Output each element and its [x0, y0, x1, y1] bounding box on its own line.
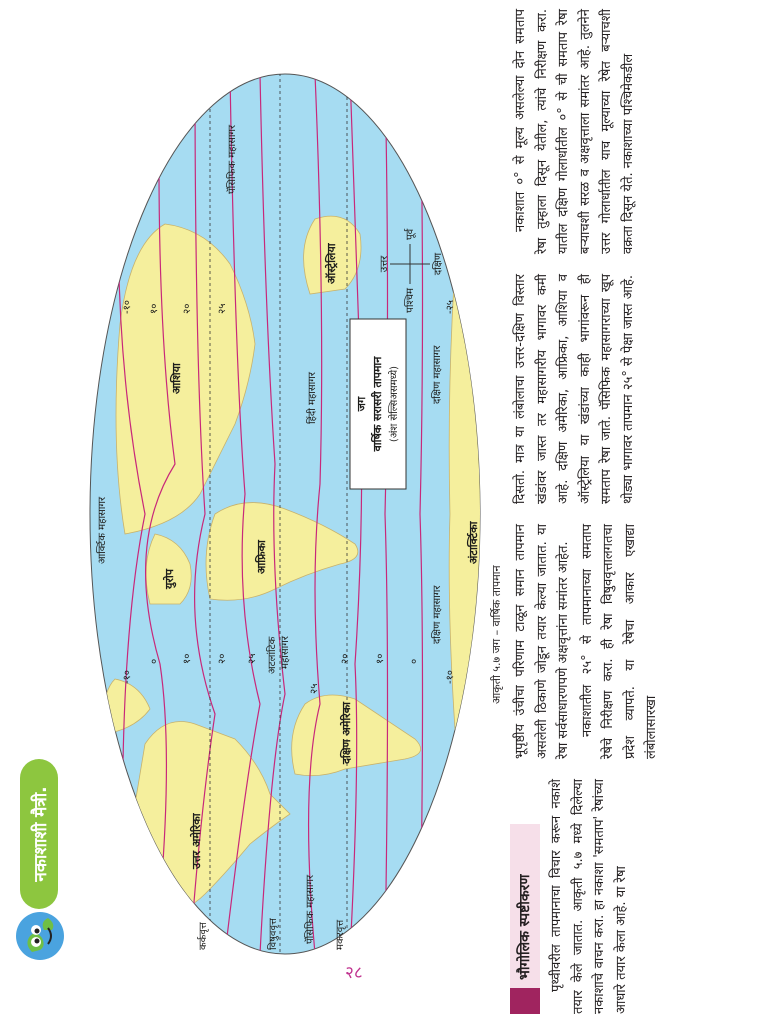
badge-title: नकाशाशी मैत्री. — [20, 759, 58, 909]
southern-ocean-label-2: दक्षिण महासागर — [432, 345, 443, 404]
pacific-east-label: पॅसिफिक महासागर — [227, 124, 238, 194]
col2-paragraph-1: भूपृष्ठीय उंचीचा परिणाम टाळून समान तापमान असलेली ठिकाणे जोडून तयार केल्या जातात. या रेषा सर्वसाधारणपणे अक्षवृत्तांना समांतर आहेत. — [513, 524, 571, 759]
svg-text:१०: १० — [149, 303, 160, 314]
section-heading-text: भौगोलिक स्पष्टीकरण — [517, 874, 533, 980]
svg-text:२५: २५ — [217, 303, 228, 314]
text-column-4 — [510, 9, 641, 254]
africa-label: आफ्रिका — [255, 540, 268, 574]
indian-ocean-label: हिंदी महासागर — [307, 372, 318, 424]
svg-text:दक्षिण: दक्षिण — [433, 252, 444, 276]
map-legend-box — [350, 319, 406, 489]
svg-text:-१०: -१० — [122, 299, 133, 314]
svg-text:१०: १० — [182, 653, 193, 664]
svg-text:२०: २० — [217, 653, 228, 664]
world-temperature-map — [85, 64, 485, 964]
svg-text:१०: १० — [375, 653, 386, 664]
svg-text:-२५: -२५ — [445, 299, 456, 314]
col2-paragraph-2: नकाशातील २५° से तापमानाच्या समताप रेषेचे निरीक्षण करा. ही रेषा विषुववृत्तालगतचा प्रदेश व्यापते. या रेषेचा आकार एखाद्या लंबोलासारखा — [579, 524, 659, 759]
equator-label: विषुववृत्त — [268, 918, 279, 950]
page-number: २८ — [345, 963, 363, 983]
svg-text:(अंश सेल्सिअसमध्ये): (अंश सेल्सिअसमध्ये) — [389, 365, 400, 443]
svg-text:पूर्व: पूर्व — [405, 228, 416, 240]
globe-mascot-icon — [10, 908, 66, 964]
text-column-3 — [510, 274, 641, 504]
svg-text:पश्चिम: पश्चिम — [405, 288, 416, 313]
svg-text:२५: २५ — [309, 683, 320, 694]
asia-label: आशिया — [170, 363, 183, 394]
svg-text:जग: जग — [355, 396, 368, 412]
south-america-label: दक्षिण अमेरिका — [340, 702, 353, 764]
atlantic-label-2: महासागर — [280, 636, 291, 669]
north-america-label: उत्तर अमेरिका — [190, 813, 203, 869]
text-columns — [510, 0, 760, 1024]
tropic-of-capricorn-label: मकरवृत्त — [335, 919, 346, 950]
europe-label: युरोप — [163, 569, 176, 589]
atlantic-label-1: अटलांटिक — [267, 636, 278, 674]
antarctica-landmass — [449, 104, 485, 904]
svg-text:२५: २५ — [247, 653, 258, 664]
southern-ocean-label: दक्षिण महासागर — [432, 585, 443, 644]
svg-text:२०: २० — [182, 303, 193, 314]
text-column-2 — [510, 524, 665, 759]
pacific-west-label: पॅसिफिक महासागर — [305, 874, 316, 944]
col4-paragraph: नकाशात ०° से मूल्य असलेल्या दोन समताप रेषा तुम्हाला दिसून येतील, त्यांचे निरीक्षण करा. यातील दक्षिण गोलार्धातील ०° से ची समताप रेषा बऱ्याचशी सरळ व अक्षवृत्ताला समांतर आहे. तुलनेने उत्तर गोलार्धातील याच मूल्याच्या रेषेत बऱ्याचशी वक्रता दिसून येते. नकाशाच्या पश्चिमेकडील — [513, 9, 636, 254]
map-friendship-badge — [10, 754, 72, 964]
svg-text:-१०: -१० — [445, 669, 456, 684]
text-column-1 — [510, 779, 634, 1014]
svg-text:वार्षिक सरासरी तापमान: वार्षिक सरासरी तापमान — [371, 356, 384, 452]
col3-paragraph: दिसतो. मात्र या लंबोलाचा उत्तर-दक्षिण विस्तार खंडांवर जास्त तर महासागरीय भागावर कमी आहे. दक्षिण अमेरिका, आफ्रिका, आशिया व ऑस्ट्रेलिया या खंडांच्या काही भागांवरून ही समताप रेषा जाते. पॅसिफिक महासागराच्या खूप थोड्या भागावर तापमान २५° से पेक्षा जास्त आहे. — [513, 274, 636, 504]
australia-label: ऑस्ट्रेलिया — [325, 243, 338, 284]
figure-caption: आकृती ५.७ जग – वार्षिक तापमान — [490, 565, 503, 704]
section-heading — [510, 779, 540, 1014]
svg-text:२०: २० — [340, 653, 351, 664]
svg-text:०: ० — [409, 658, 420, 664]
tropic-of-cancer-label: कर्कवृत्त — [198, 922, 209, 950]
col1-paragraph: पृथ्वीवरील तापमानाचा विचार करून नकाशे तयार केले जातात. आकृती ५.७ मध्ये दिलेल्या नकाशाचे वाचन करा. हा नकाशा 'समताप' रेषांच्या आधारे तयार केला आहे. या रेषा — [549, 779, 629, 1014]
svg-text:०: ० — [149, 658, 160, 664]
svg-text:-१०: -१० — [122, 669, 133, 684]
svg-text:उत्तर: उत्तर — [379, 255, 390, 273]
antarctica-label: अंटार्क्टिका — [467, 521, 480, 564]
arctic-ocean-label: आर्क्टिक महासागर — [97, 496, 108, 564]
